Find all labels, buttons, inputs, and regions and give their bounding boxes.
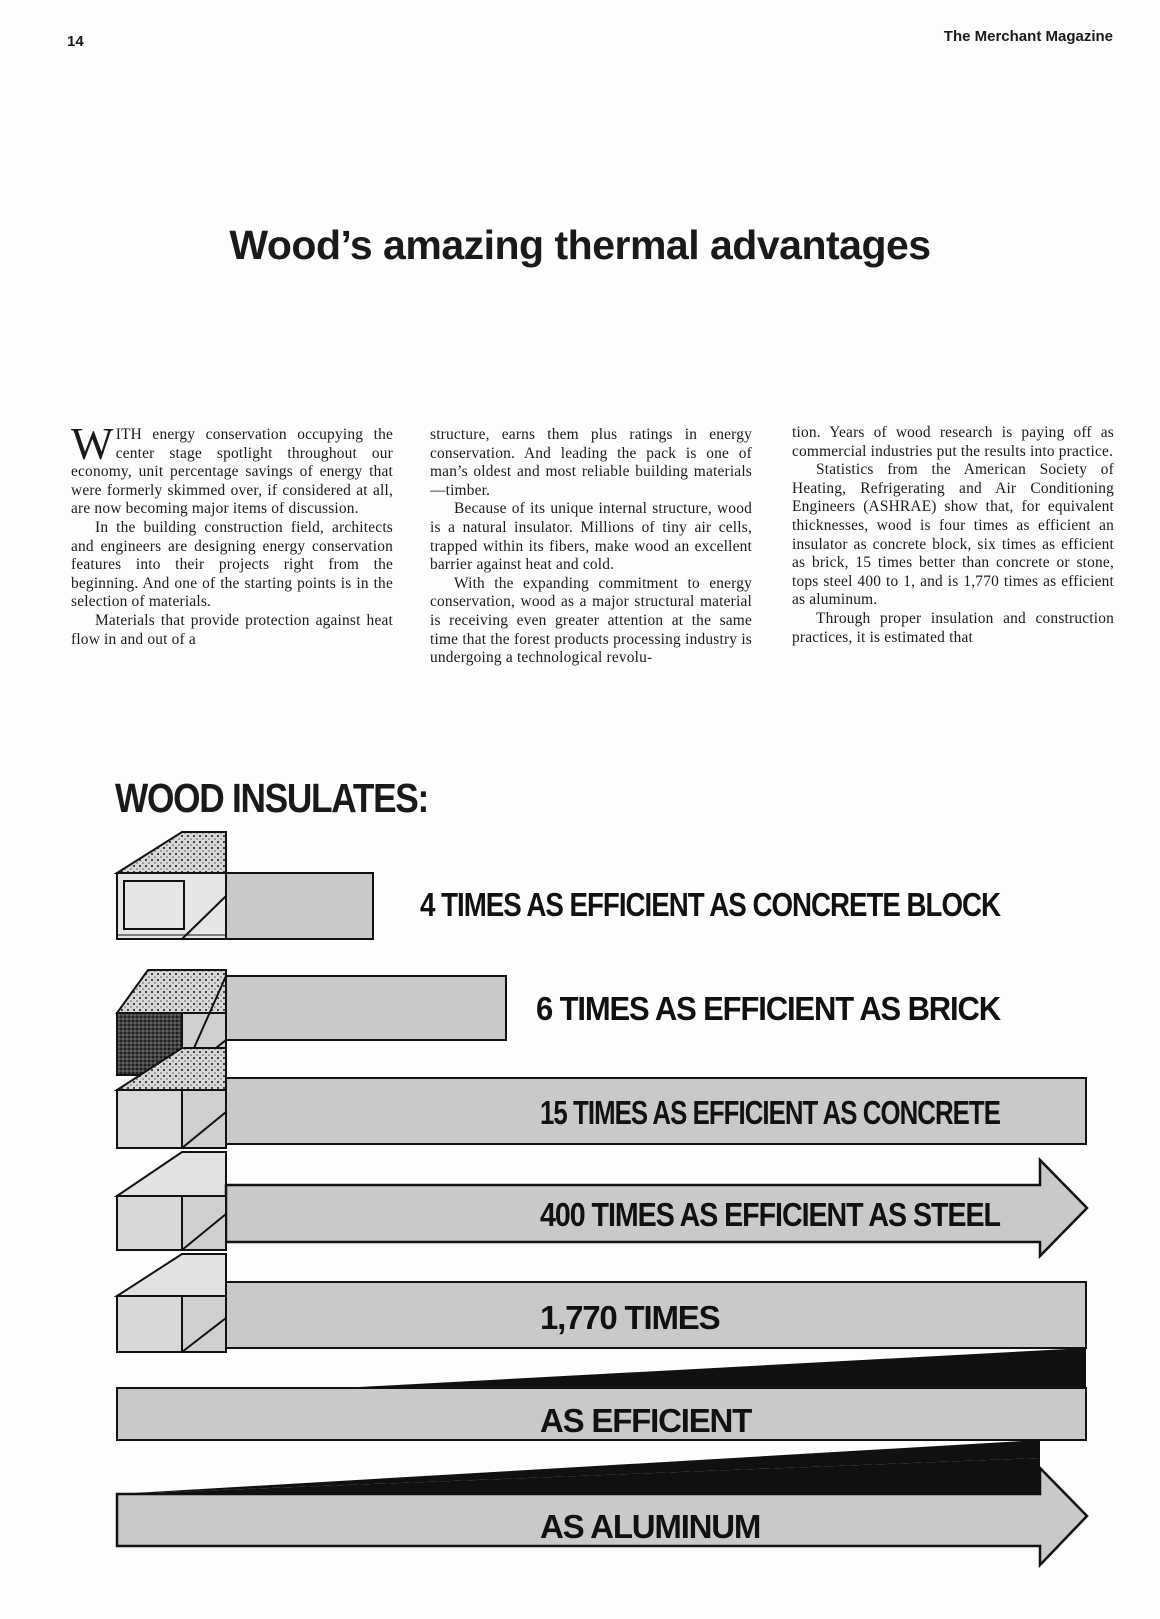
paragraph: Statistics from the American Society of Heating, Refrigerating and Air Conditioning Engineers (ASHRAE) show that, for equivalent thicknesses, wood is four times as efficient an insulator as concrete block, six times as efficient as brick, 15 times better than concrete or stone, tops steel 400 to 1, and is 1,770 times as efficient as aluminum. <box>792 461 1114 609</box>
page-number: 14 <box>67 33 84 50</box>
article-title: Wood’s amazing thermal advantages <box>229 222 931 268</box>
magazine-name: The Merchant Magazine <box>943 28 1113 45</box>
paragraph: Materials that provide protection against heat flow in and out of a <box>71 611 393 648</box>
paragraph: Because of its unique internal structure, wood is a natural insulator. Millions of tiny air cells, trapped within its fibers, make wood an excellent barrier against heat and cold. <box>430 500 752 574</box>
bar-label-concrete-block: 4 TIMES AS EFFICIENT AS CONCRETE BLOCK <box>420 886 1002 923</box>
paragraph: structure, earns them plus ratings in energy conservation. And leading the pack is one of man’s oldest and most reliable building materials—timber. <box>430 426 752 499</box>
bar-label-concrete: 15 TIMES AS EFFICIENT AS CONCRETE <box>540 1094 1001 1131</box>
drop-cap: W <box>71 419 114 469</box>
bar-label-aluminum-2: AS EFFICIENT <box>540 1402 752 1439</box>
paragraph: tion. Years of wood research is paying off as commercial industries put the results into practice. <box>792 424 1114 460</box>
bar-label-brick: 6 TIMES AS EFFICIENT AS BRICK <box>536 990 1002 1027</box>
bar-label-steel: 400 TIMES AS EFFICIENT AS STEEL <box>540 1196 1001 1233</box>
bar-label-aluminum-3: AS ALUMINUM <box>540 1508 761 1545</box>
paragraph: In the building construction field, architects and engineers are designing energy conservation features into their projects right from the beginning. And one of the starting points is in the selection of materials. <box>71 518 393 611</box>
paragraph: Through proper insulation and construction practices, it is estimated that <box>792 609 1114 646</box>
bar-label-aluminum-1: 1,770 TIMES <box>540 1299 720 1336</box>
bar-concrete-block <box>117 832 373 939</box>
chart-title: WOOD INSULATES: <box>115 775 428 821</box>
paragraph: With the expanding commitment to energy conservation, wood as a major structural material is receiving even greater attention at the same time that the forest products processing industry is undergoing a technological revolu- <box>430 574 752 667</box>
paragraph: WITH energy conservation occupying the center stage spotlight throughout our economy, unit percentage savings of energy that were formerly skimmed over, if considered at all, are now becoming major items of discussion. <box>71 419 393 518</box>
